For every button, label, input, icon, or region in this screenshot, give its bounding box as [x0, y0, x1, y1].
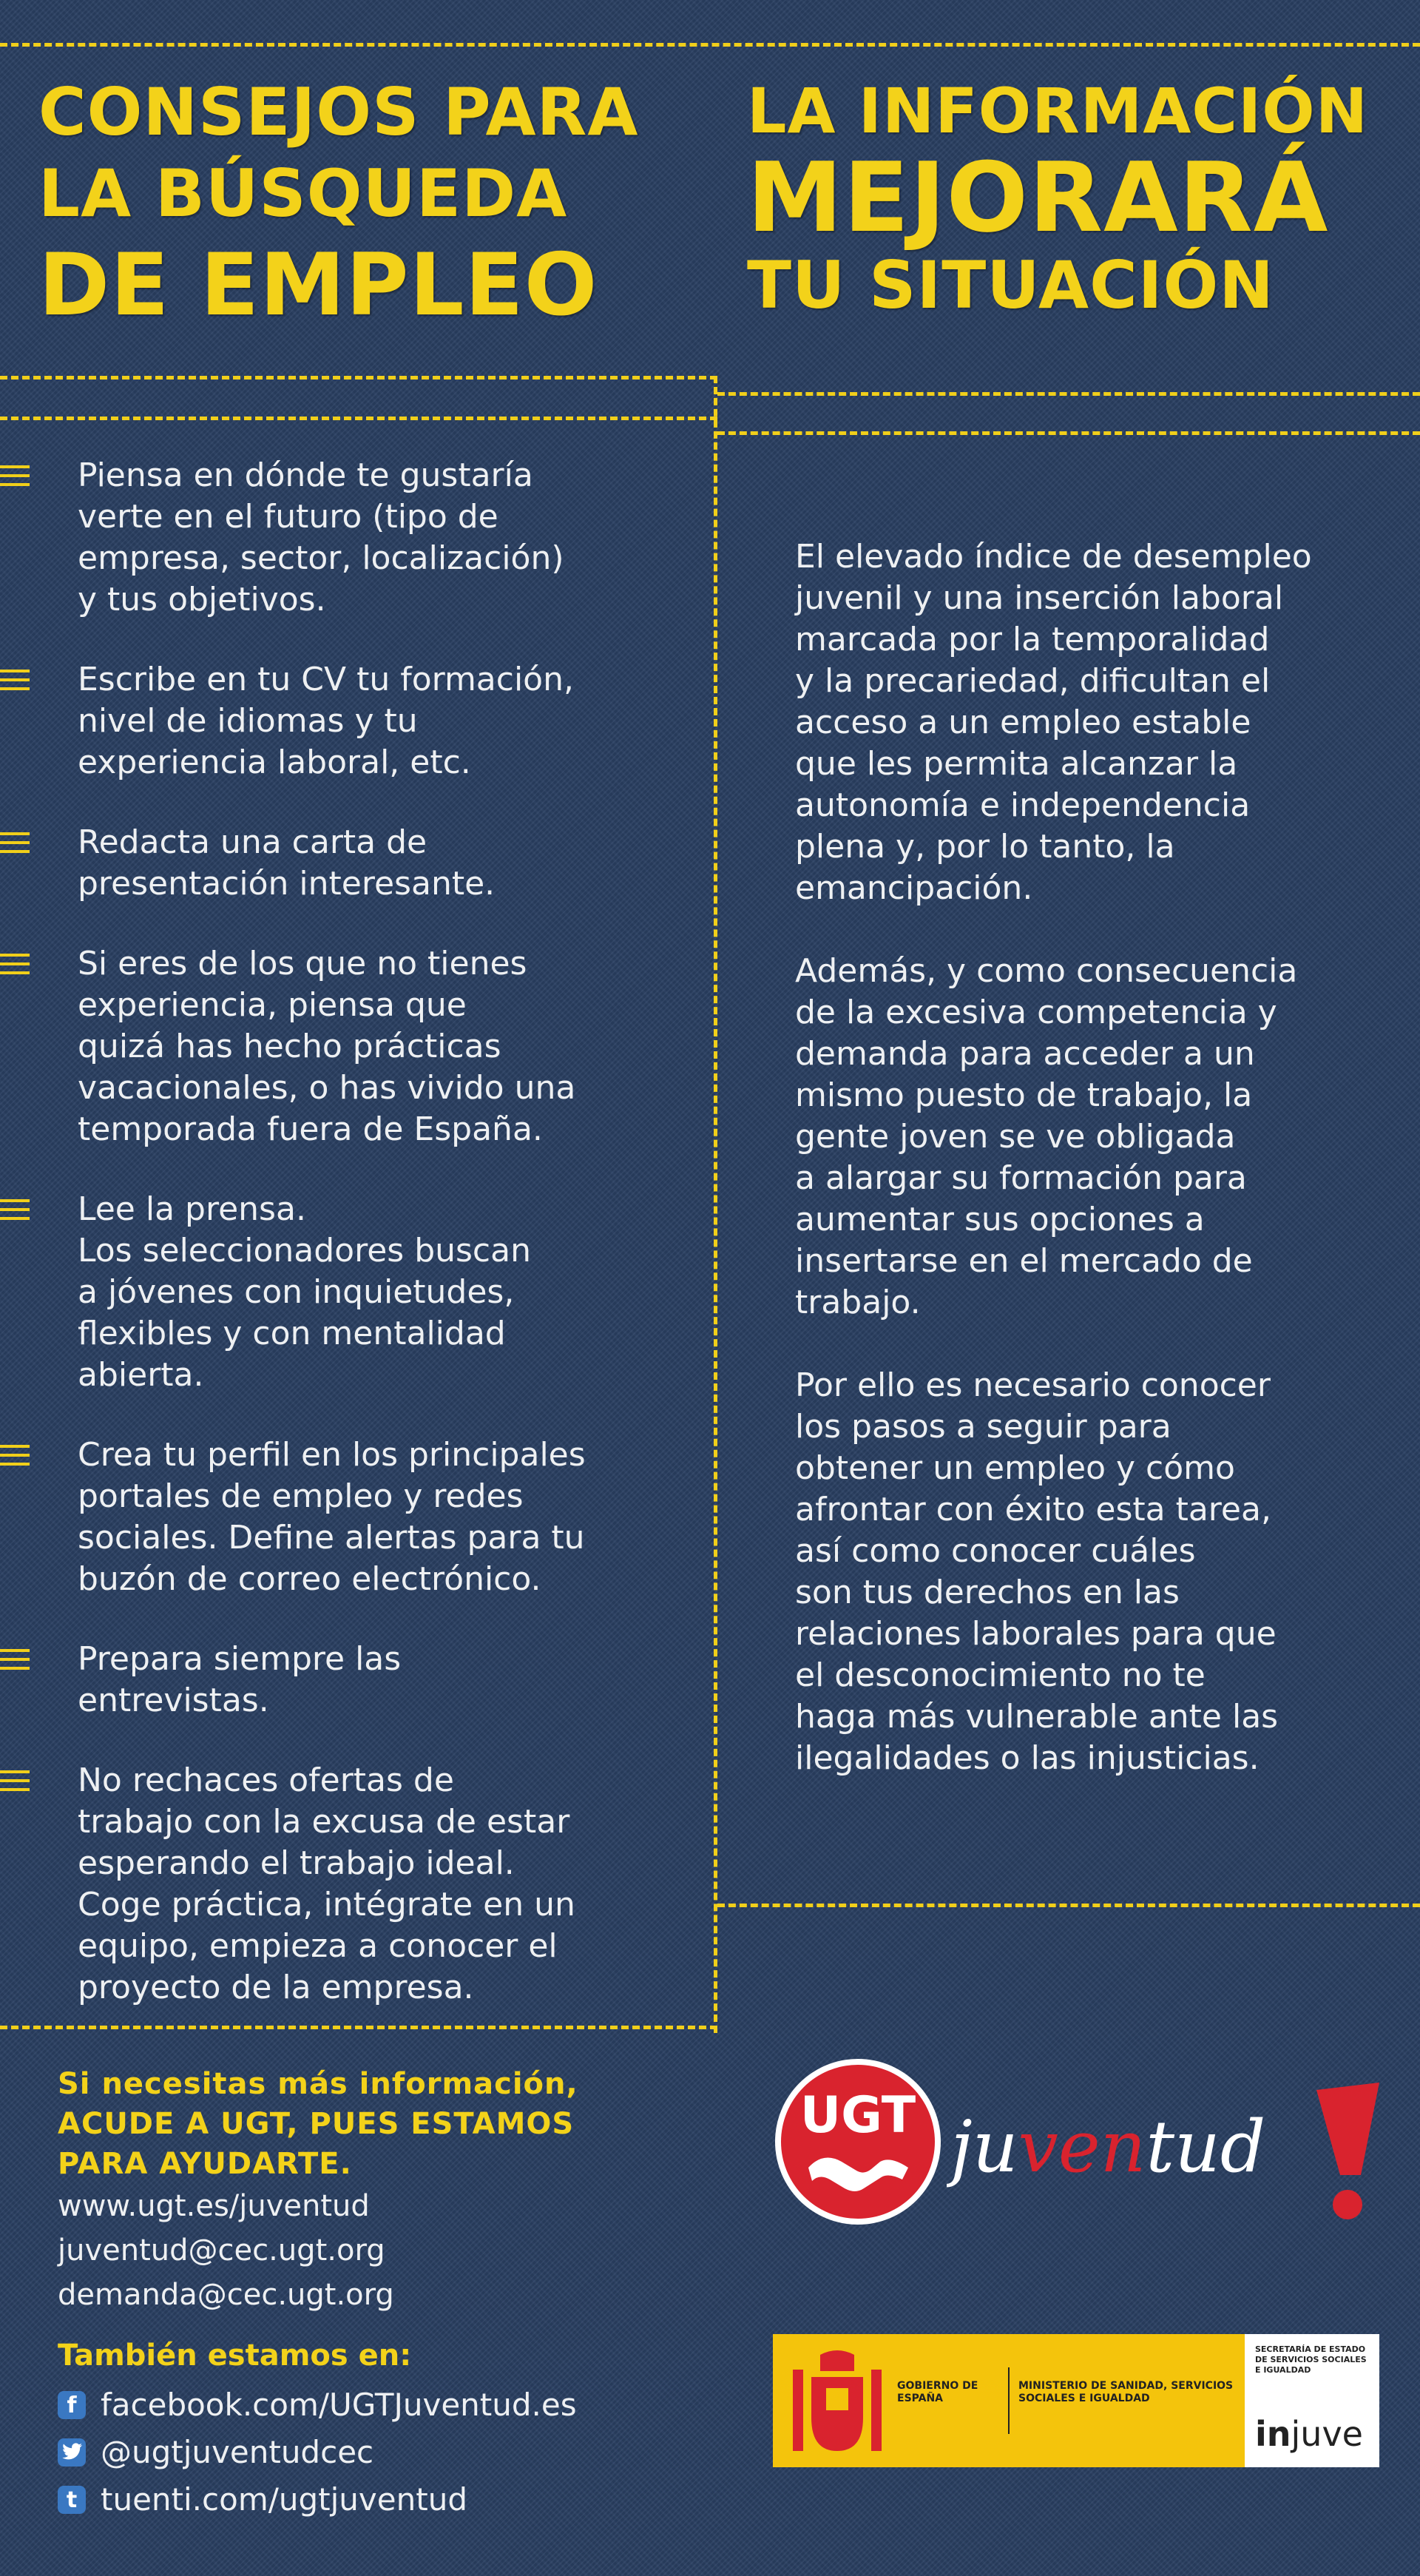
injuve-logo: [1255, 2414, 1363, 2454]
tip-text: No rechaces ofertas de trabajo con la excusa de estar esperando el trabajo ideal. Coge práctica, intégrate en un equipo, empieza a conocer el proyecto de la empresa.: [78, 1761, 575, 2006]
stripe-bullet-icon: [0, 1770, 30, 1791]
headline-consejos: [38, 74, 639, 335]
injuve-part: juve: [1291, 2414, 1363, 2454]
list-item: [0, 1189, 703, 1396]
paragraph: Por ello es necesario conocer los pasos a seguir para obtener un empleo y cómo afrontar con éxito esta tarea, así como conocer cuáles son tus derechos en las relaciones laborales para que el desconocimiento no te haga más vulnerable ante las ilegalidades o las injusticias.: [795, 1366, 1279, 1777]
twitter-icon: [58, 2438, 86, 2467]
list-item: [0, 1760, 703, 2009]
stripe-bullet-icon: [0, 1199, 30, 1220]
government-logos: [773, 2334, 1379, 2467]
tip-text: Escribe en tu CV tu formación, nivel de idiomas y tu experiencia laboral, etc.: [78, 661, 574, 781]
juventud-part: tud: [1146, 2105, 1266, 2188]
tip-text: Si eres de los que no tienes experiencia, piensa que quizá has hecho prácticas vacacionales, o has vivido una temporada fuera de España.: [78, 945, 576, 1148]
email-link[interactable]: demanda@cec.ugt.org: [58, 2278, 394, 2312]
social-tuenti[interactable]: [58, 2478, 664, 2521]
coat-of-arms-icon: [789, 2347, 885, 2458]
paragraph: El elevado índice de desempleo juvenil y una inserción laboral marcada por la temporalidad y la precariedad, dificultan el acceso a un empleo estable que les permita alcanzar la autonomía e independencia plena y, por lo tanto, la emancipación.: [795, 538, 1312, 907]
social-heading: También estamos en:: [58, 2339, 412, 2373]
contact-block: [58, 2064, 664, 2526]
headline-line: CONSEJOS PARA: [38, 74, 639, 150]
stitch-center: [714, 376, 717, 2033]
injuve-part: in: [1255, 2414, 1291, 2454]
headline-line: TU SITUACIÓN: [747, 247, 1274, 323]
list-item: [0, 455, 703, 621]
stripe-bullet-icon: [0, 670, 30, 690]
stripe-bullet-icon: [0, 832, 30, 853]
list-item: [0, 1434, 703, 1600]
social-link[interactable]: @ugtjuventudcec: [101, 2434, 374, 2470]
facebook-icon: f: [58, 2391, 86, 2419]
contact-headline: ACUDE A UGT, PUES ESTAMOS: [58, 2107, 575, 2141]
email-link[interactable]: juventud@cec.ugt.org: [58, 2233, 385, 2268]
ugt-logo-text: UGT: [799, 2086, 916, 2145]
list-item: [0, 822, 703, 905]
list-item: [0, 659, 703, 783]
tuenti-icon: t: [58, 2486, 86, 2514]
social-twitter[interactable]: [58, 2431, 664, 2474]
stitch-header-right-2: [717, 431, 1420, 435]
tip-text: Piensa en dónde te gustaría verte en el futuro (tipo de empresa, sector, localización) y tus objetivos.: [78, 456, 564, 618]
tip-text: Crea tu perfil en los principales portales de empleo y redes sociales. Define alertas para tu buzón de correo electrónico.: [78, 1436, 586, 1598]
tip-text: Redacta una carta de presentación interesante.: [78, 823, 496, 903]
contact-headline: Si necesitas más información,: [58, 2067, 578, 2101]
juventud-logo: [947, 2083, 1390, 2231]
stitch-top: [0, 43, 1420, 47]
ministerio-label: MINISTERIO DE SANIDAD, SERVICIOS SOCIALES E IGUALDAD: [1018, 2380, 1234, 2404]
social-link[interactable]: tuenti.com/ugtjuventud: [101, 2481, 467, 2518]
secretaria-label: SECRETARÍA DE ESTADO DE SERVICIOS SOCIALES E IGUALDAD: [1255, 2344, 1367, 2375]
stitch-header-left: [0, 376, 717, 380]
stripe-bullet-icon: [0, 954, 30, 974]
headline-line: LA INFORMACIÓN: [747, 75, 1369, 147]
social-link[interactable]: facebook.com/UGTJuventud.es: [101, 2387, 577, 2423]
svg-text:juventud: [947, 2105, 1265, 2188]
divider: [1008, 2367, 1010, 2434]
gobierno-label: GOBIERNO DE ESPAÑA: [897, 2380, 978, 2404]
paragraph: Además, y como consecuencia de la excesiva competencia y demanda para acceder a un mismo puesto de trabajo, la gente joven se ve obligada a alargar su formación para aumentar sus opciones a insertarse en el mercado de trabajo.: [795, 952, 1298, 1321]
website-link[interactable]: www.ugt.es/juventud: [58, 2189, 370, 2223]
stitch-header-right-1: [717, 392, 1420, 396]
juventud-part: ju: [950, 2105, 1018, 2188]
injuve-panel: [1245, 2334, 1379, 2467]
headline-line: MEJORARÁ: [747, 141, 1329, 254]
headline-line: DE EMPLEO: [38, 235, 598, 335]
contact-headline: PARA AYUDARTE.: [58, 2147, 352, 2181]
ugt-logo: [773, 2057, 943, 2227]
tip-text: Lee la prensa. Los seleccionadores buscan a jóvenes con inquietudes, flexibles y con mentalidad abierta.: [78, 1190, 531, 1394]
stripe-bullet-icon: [0, 465, 30, 486]
list-item: [0, 943, 703, 1150]
stripe-bullet-icon: [0, 1649, 30, 1670]
info-paragraphs: [795, 536, 1387, 1821]
juventud-part: ven: [1018, 2105, 1146, 2188]
list-item: [0, 1639, 703, 1722]
tip-text: Prepara siempre las entrevistas.: [78, 1640, 402, 1719]
stitch-right-bottom: [717, 1904, 1420, 1907]
stripe-bullet-icon: [0, 1445, 30, 1466]
stitch-left-top: [0, 417, 717, 420]
headline-informacion: [747, 75, 1369, 323]
social-facebook[interactable]: [58, 2384, 664, 2427]
tips-list: [0, 455, 703, 2047]
headline-line: LA BÚSQUEDA: [38, 155, 568, 232]
